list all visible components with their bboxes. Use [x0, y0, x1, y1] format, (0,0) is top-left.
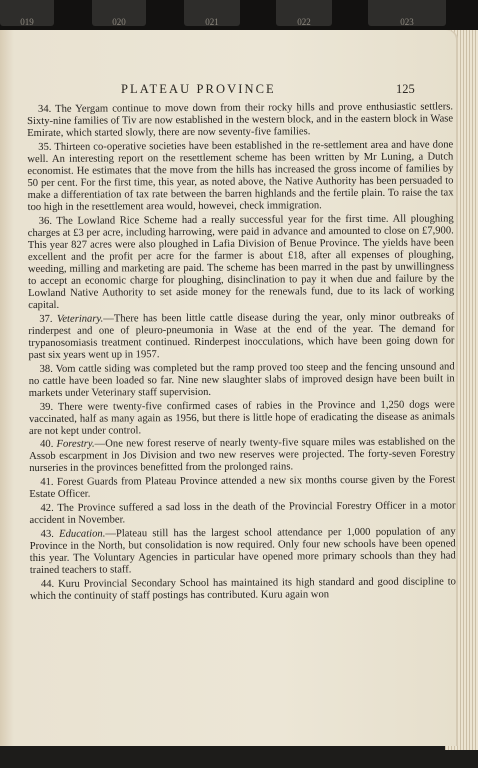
paragraph-number: 43. — [40, 528, 54, 540]
tab-label: 020 — [112, 17, 126, 26]
tab-label: 019 — [20, 17, 34, 26]
section-heading-veterinary: Veterinary. — [57, 313, 104, 325]
paragraph-37 — [28, 311, 454, 362]
tab-023[interactable] — [368, 0, 446, 26]
paragraph-35: 35. Thirteen co-operative societies have been established in the re-settlement area and have done well. An interesting report on the resettlement scheme has been written by Mr Luning, a Dutch economist. He estimates that the move from the hills has increased the gross income of families by 50 per cent. For the first time, this year, as noted above, the Native Authority has been persuaded to make a differentiation of tax rate between the barren highlands and the fertile plain. To raise the tax too high in the resettlement area would, howevei, check immigration. — [27, 139, 454, 214]
paragraph-43 — [30, 526, 456, 577]
tab-022[interactable] — [276, 0, 332, 26]
paragraph-38: 38. Vom cattle siding was completed but the ramp proved too steep and the fencing unsound and no cattle have been loaded so far. Nine new slaughter slabs of improved design have been built in markets under Veterinary staff supervision. — [28, 361, 455, 399]
paragraph-40 — [29, 437, 455, 476]
section-heading-forestry: Forestry. — [56, 438, 95, 451]
section-heading-education: Education. — [59, 528, 106, 540]
tab-label: 023 — [400, 17, 414, 26]
paragraph-text: —There has been little cattle disease during the year, only minor outbreaks of rinderpest and one of pleuro-pneumonia in Wase at the end of the year. The demand for trypanosomiasis treatment continued. Rinderpest inocculations, which have been going down for past six years went up in 1957. — [28, 311, 455, 361]
tab-strip — [0, 0, 478, 34]
tab-label: 022 — [297, 17, 311, 26]
paragraph-34: 34. The Yergam continue to move down from their rocky hills and prove enthusiastic settlers. Sixty-nine families of Tiv are now established in the western block, and in the eastern block in Wase Emirate, which started slowly, there are now seventy-five families. — [27, 101, 454, 140]
paragraph-44: 44. Kuru Provincial Secondary School has maintained its high standard and good discipline to which the continuity of staff postings has contributed. Kuru again won — [29, 576, 456, 602]
paragraph-42: 42. The Province suffered a sad loss in the death of the Provincial Forestry Officer in a motor accident in November. — [29, 500, 456, 527]
paragraph-41: 41. Forest Guards from Plateau Province attended a new six months course given by the Forest Estate Officer. — [29, 474, 456, 501]
paragraph-text: —One new forest reserve of nearly twenty-five square miles was established on the Assob escarpment in Jos Division and two new reserves were projected. The forty-seven Forestry nurseries in the provinces benefitted from the prolonged rains. — [29, 436, 456, 475]
tab-019[interactable] — [0, 0, 54, 26]
paragraph-number: 40. — [40, 439, 54, 451]
paragraph-36: 36. The Lowland Rice Scheme had a really successful year for the first time. All ploughing charges at £3 per acre, including harrowing, were paid in advance and amounted to close on £7,900. This year 827 acres were also ploughed in Lafia Division of Benue Province. The yields have been excellent and the profit per acre for the farmer is about £18, after all expenses of ploughing, weeding, milling and marketing are paid. The scheme has been marred in the past by unwillingness to accept an economic charge for ploughing, disinclination to pay it when due and failure by the Lowland Native Authority to set aside money for the renewals fund, due to its lack of working capital. — [27, 213, 455, 312]
running-head: PLATEAU PROVINCE — [121, 82, 276, 96]
paragraph-number: 37. — [39, 313, 53, 325]
tab-020[interactable] — [92, 0, 146, 26]
paragraph-text: —Plateau still has the largest school attendance per 1,000 population of any Province in the North, but consolidation is now required. Only four new schools have been opened this year. The Voluntary Agencies in particular have opened more primary schools than they had trained teachers to staff. — [29, 526, 456, 576]
tab-021[interactable] — [184, 0, 240, 26]
page-number: 125 — [396, 82, 415, 96]
paragraph-39: 39. There were twenty-five confirmed cases of rabies in the Province and 1,250 dogs were vaccinated, half as many again as 1956, but there is little hope of eradicating the disease as animals are not kept under control. — [28, 398, 455, 437]
body-text — [27, 101, 456, 604]
tab-label: 021 — [205, 17, 219, 26]
